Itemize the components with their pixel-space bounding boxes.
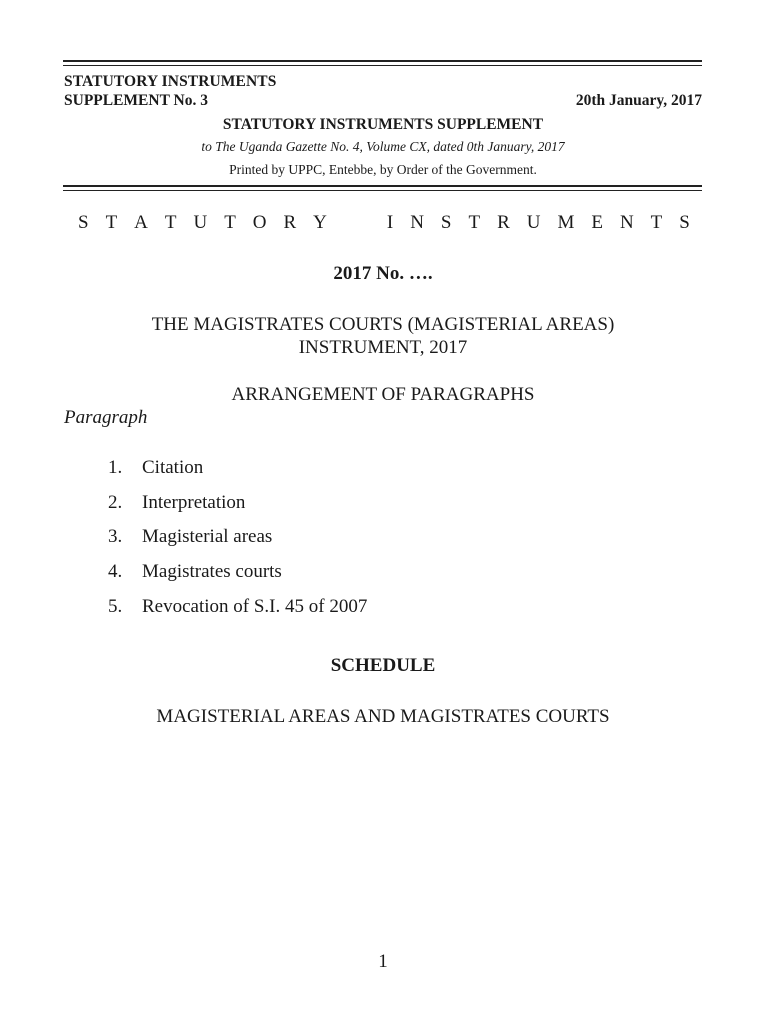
- heading-letter: T: [105, 212, 118, 233]
- paragraph-text: Revocation of S.I. 45 of 2007: [142, 595, 368, 617]
- paragraph-list: [108, 457, 367, 630]
- header-gazette-reference: to The Uganda Gazette No. 4, Volume CX, dated 0th January, 2017: [201, 139, 565, 154]
- paragraph-text: Citation: [142, 457, 204, 478]
- header-series-line-2: SUPPLEMENT No. 3: [64, 92, 208, 109]
- heading-letter: E: [591, 212, 603, 233]
- heading-letter: T: [650, 212, 663, 233]
- paragraph-number: 3.: [108, 526, 123, 548]
- header-date: 20th January, 2017: [575, 92, 702, 109]
- heading-letter: M: [557, 212, 575, 233]
- heading-letter: N: [619, 212, 634, 233]
- heading-word-gap: [344, 212, 370, 234]
- heading-letter: Y: [313, 212, 327, 233]
- heading-letter: O: [252, 212, 267, 233]
- header-top-rule: [63, 60, 702, 66]
- heading-letter: R: [497, 212, 510, 233]
- heading-letter: R: [283, 212, 297, 233]
- heading-letter: U: [526, 212, 541, 233]
- arrangement-heading: ARRANGEMENT OF PARAGRAPHS: [231, 384, 535, 405]
- heading-letter: T: [224, 212, 236, 233]
- paragraph-text: Interpretation: [142, 491, 246, 513]
- list-item: [108, 457, 367, 492]
- heading-letter: U: [193, 212, 208, 233]
- list-item: [108, 561, 367, 596]
- paragraph-text: Magisterial areas: [142, 526, 273, 548]
- statutory-instruments-heading: [78, 212, 690, 234]
- list-item: [108, 596, 367, 631]
- heading-letter: A: [134, 212, 148, 233]
- heading-letter: I: [386, 212, 394, 233]
- paragraph-number: 1.: [108, 457, 123, 478]
- instrument-number: 2017 No. ….: [333, 263, 433, 284]
- heading-letter: N: [410, 212, 424, 233]
- heading-letter: T: [164, 212, 177, 233]
- instrument-title-line-1: THE MAGISTRATES COURTS (MAGISTERIAL AREAS): [151, 314, 615, 335]
- list-item: [108, 526, 367, 561]
- paragraph-number: 2.: [108, 491, 123, 513]
- page-number: 1: [378, 951, 388, 972]
- heading-letter: T: [468, 212, 481, 233]
- heading-letter: S: [78, 212, 89, 233]
- paragraph-number: 4.: [108, 561, 123, 583]
- paragraph-column-label: Paragraph: [64, 407, 148, 428]
- heading-letter: S: [679, 212, 690, 233]
- schedule-subheading: MAGISTERIAL AREAS AND MAGISTRATES COURTS: [156, 706, 610, 727]
- instrument-title-line-2: INSTRUMENT, 2017: [298, 337, 468, 358]
- schedule-heading: SCHEDULE: [330, 655, 436, 676]
- header-bottom-rule: [63, 185, 702, 191]
- paragraph-text: Magistrates courts: [142, 561, 282, 583]
- instrument-title: [0, 313, 766, 359]
- heading-letter: S: [440, 212, 452, 233]
- header-supplement-title: STATUTORY INSTRUMENTS SUPPLEMENT: [222, 116, 544, 133]
- list-item: [108, 492, 367, 527]
- header-printer-note: Printed by UPPC, Entebbe, by Order of the Government.: [229, 162, 537, 177]
- paragraph-number: 5.: [108, 595, 123, 617]
- header-series-line-1: STATUTORY INSTRUMENTS: [64, 73, 277, 90]
